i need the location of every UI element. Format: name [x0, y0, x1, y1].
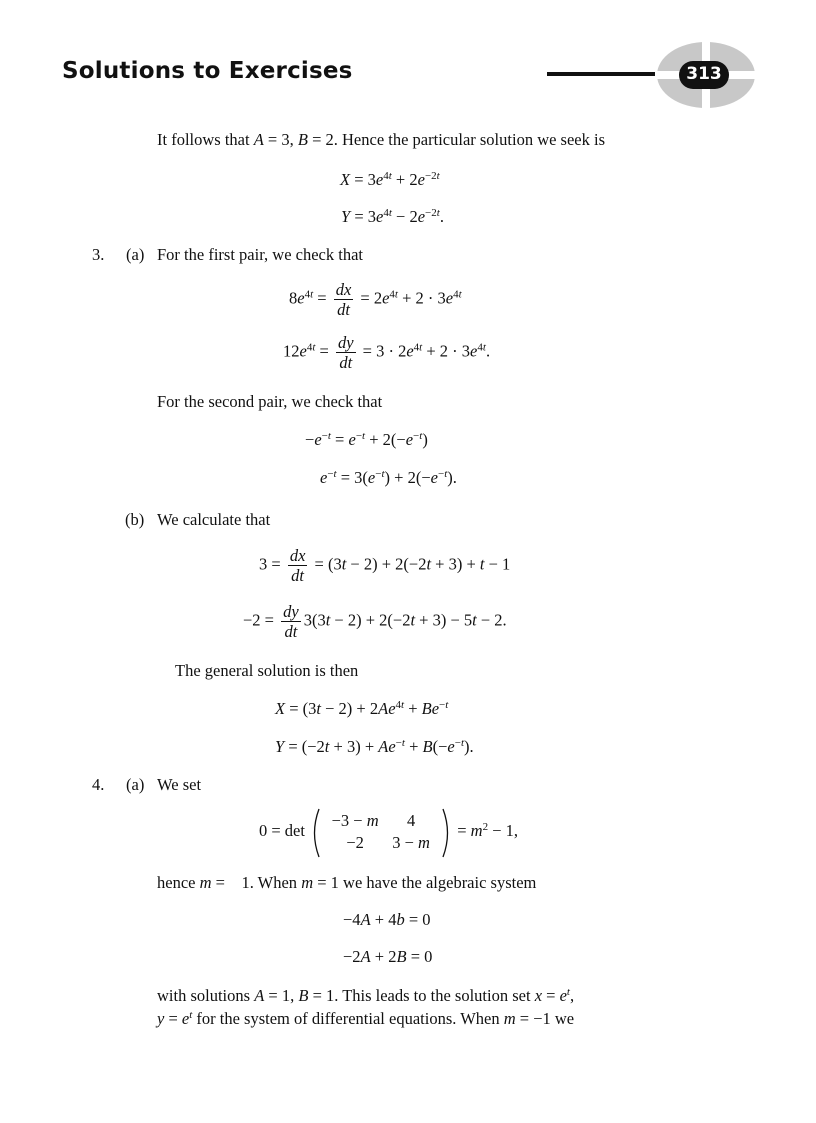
item-4a-equation-3: −2A + 2B = 0: [343, 947, 433, 966]
item-3b-text: We calculate that: [157, 510, 271, 529]
item-3a-second-text: For the second pair, we check that: [157, 392, 383, 411]
item-3b-equation-2: −2 = $\frac{dy}{dt}$ 3(3t − 2) + 2(−2t + 3) − 5t − 2.: [243, 602, 507, 641]
item-3a-text: For the first pair, we check that: [157, 245, 363, 264]
page-number: 313: [686, 64, 722, 84]
item-3a-equation-2: $12e^{4t}$ = $\frac{dy}{dt}$ = $3 \cdot 2e^{4t} + 2 \cdot 3e^{4t}$.: [283, 333, 491, 372]
item-4a-final-line-2: $y = e^t$ for the system of differential equations. When m = −1 we: [157, 1009, 575, 1028]
item-4-number: 4.: [92, 775, 105, 794]
running-header-title: Solutions to Exercises: [62, 58, 353, 84]
item-3b-label: (b): [125, 510, 145, 529]
item-4a-determinant-equation: 0 = det −3 − m 4 −2 3 − m = $m^2 - 1$,: [259, 810, 518, 854]
page-number-badge: [655, 40, 757, 110]
item-3a-equation-4: $e^{-t} = 3(e^{-t}) + 2(-e^{-t})$.: [320, 468, 457, 487]
item-3a-equation-1: $8e^{4t}$ = $\frac{dx}{dt}$ = $2e^{4t} + 2 \cdot 3e^{4t}$: [289, 280, 462, 319]
left-paren-icon: [309, 808, 321, 858]
item-3b-equation-1: 3 = $\frac{dx}{dt}$ = (3t − 2) + 2(−2t + 3) + t − 1: [259, 546, 511, 585]
intro-equation-x: $X = 3e^{4t} + 2e^{-2t}$: [340, 170, 440, 189]
item-4a-equation-2: −4A + 4b = 0: [343, 910, 431, 929]
item-4a-hence-text: hence m = 1. When m = 1 we have the algebraic system: [157, 873, 537, 892]
intro-line: It follows that A = 3, B = 2. Hence the particular solution we seek is: [157, 130, 606, 149]
item-4a-label: (a): [126, 775, 145, 794]
item-3a-label: (a): [126, 245, 145, 264]
right-paren-icon: [441, 808, 453, 858]
item-3b-equation-4: $Y = (-2t + 3) + Ae^{-t} + B(-e^{-t})$.: [275, 737, 474, 756]
item-3a-equation-3: $-e^{-t} = e^{-t} + 2(-e^{-t})$: [305, 430, 428, 449]
matrix: −3 − m 4 −2 3 − m: [309, 810, 453, 854]
item-3b-equation-3: $X = (3t - 2) + 2Ae^{4t} + Be^{-t}$: [275, 699, 449, 718]
item-4a-final-line-1: with solutions A = 1, B = 1. This leads to the solution set $x = e^t$,: [157, 986, 575, 1005]
intro-equation-y: $Y = 3e^{4t} - 2e^{-2t}$.: [341, 207, 444, 226]
item-3b-general-text: The general solution is then: [175, 661, 359, 680]
item-4a-text: We set: [157, 775, 202, 794]
item-3-number: 3.: [92, 245, 105, 264]
